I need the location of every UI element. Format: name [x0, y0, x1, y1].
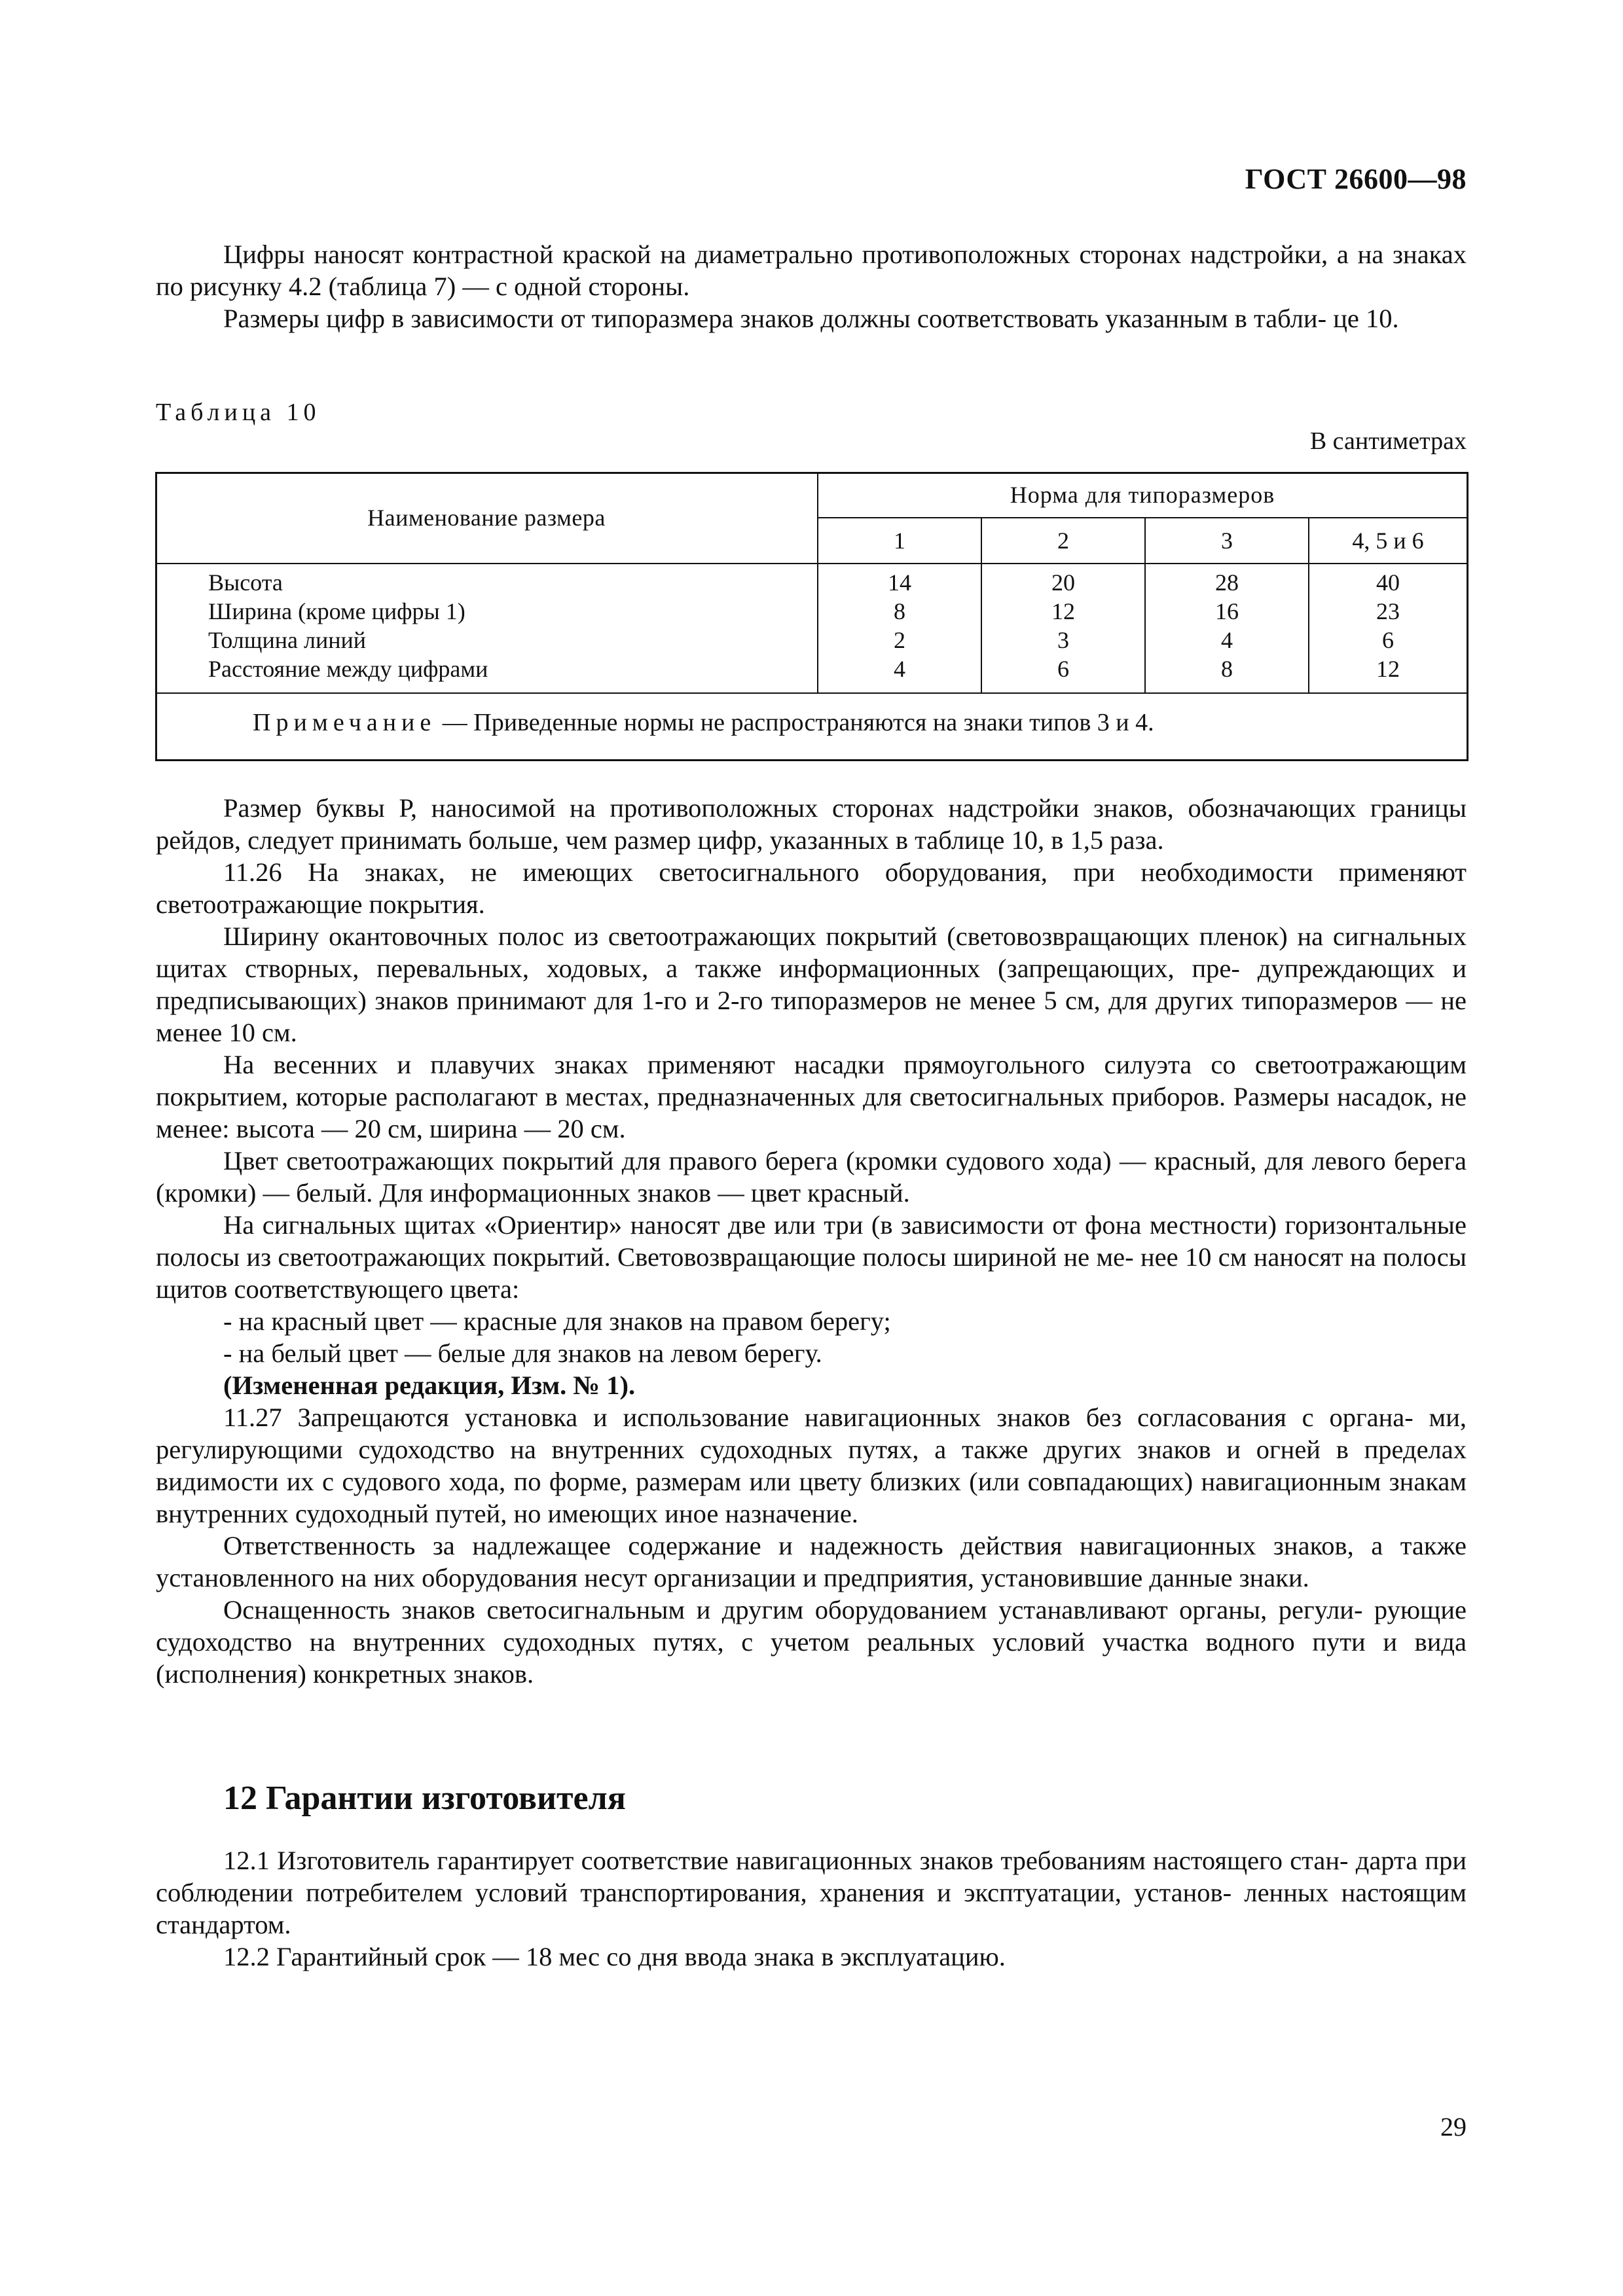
list-item: - на красный цвет — красные для знаков на правом берегу; — [223, 1306, 891, 1336]
section-title: 12 Гарантии изготовителя — [223, 1780, 626, 1817]
intro-paragraph: Размеры цифр в зависимости от типоразмера знаков должны соответствовать указанным в табли- це 10. — [223, 304, 1399, 333]
column-header-size: 2 — [981, 518, 1145, 564]
row-value: 8 — [818, 597, 981, 626]
body-paragraph: 11.27 Запрещаются установка и использование навигационных знаков без согласования с органа- ми, регулирующими судоходство на внутренних судоходных путях, а также других знаков и огней в пределах видимости их с судового хода, по форме, размерам или цвету близких (или совпадающих) навигационным знакам внутренних судоходный путей, но имеющих иное назначение. — [156, 1403, 1467, 1528]
list-item: - на белый цвет — белые для знаков на левом берегу. — [223, 1338, 822, 1368]
page-number: 29 — [1440, 2112, 1467, 2142]
row-value: 28 — [1145, 564, 1309, 597]
row-value: 20 — [981, 564, 1145, 597]
column-header-size: 1 — [818, 518, 981, 564]
table-row — [156, 564, 1467, 597]
row-name: Высота — [156, 564, 818, 597]
intro-paragraph: Цифры наносят контрастной краской на диаметрально противоположных сторонах надстройки, а на знаках по рисунку 4.2 (таблица 7) — с одной стороны. — [156, 240, 1467, 301]
amendment-note: (Измененная редакция, Изм. № 1). — [223, 1371, 636, 1400]
table-row — [156, 626, 1467, 655]
row-value: 8 — [1145, 655, 1309, 693]
body-paragraph: Оснащенность знаков светосигнальным и другим оборудованием устанавливают органы, регули- рующие судоходство на внутренних судоходных путях, с учетом реальных условий участка водного пути и вида (исполнения) конкретных знаков. — [156, 1595, 1467, 1689]
note-text: — Приведенные нормы не распространяются на знаки типов 3 и 4. — [436, 709, 1154, 736]
column-header-size: 4, 5 и 6 — [1309, 518, 1467, 564]
row-value: 40 — [1376, 569, 1400, 596]
table-note-row — [156, 693, 1467, 751]
body-paragraph: Ширину окантовочных полос из светоотражающих покрытий (световозвращающих пленок) на сигнальных щитах створных, перевальных, ходовых, а также информационных (запрещающих, пре- дупреждающих и предписывающих) знаков принимают для 1-го и 2-го типоразмеров не менее 5 см, для других типоразмеров — не менее 10 см. — [156, 922, 1467, 1047]
row-name: Толщина линий — [156, 626, 818, 655]
body-paragraph: На сигнальных щитах «Ориентир» наносят две или три (в зависимости от фона местности) горизонтальные полосы из светоотражающих покрытий. Световозвращающие полосы шириной не ме- нее 10 см наносят на полосы щитов соответствующего цвета: — [156, 1210, 1467, 1304]
row-value: 4 — [818, 655, 981, 693]
row-value: 16 — [1145, 597, 1309, 626]
document-header: ГОСТ 26600—98 — [1245, 163, 1467, 195]
table-row — [156, 655, 1467, 693]
body-paragraph: Цвет светоотражающих покрытий для правого берега (кромки судового хода) — красный, для левого берега (кромки) — белый. Для информационных знаков — цвет красный. — [156, 1146, 1467, 1208]
row-value: 23 — [1376, 598, 1400, 624]
row-value: 12 — [981, 597, 1145, 626]
body-paragraph: 11.26 На знаках, не имеющих светосигнального оборудования, при необходимости применяют светоотражающие покрытия. — [156, 857, 1467, 919]
row-name: Ширина (кроме цифры 1) — [156, 597, 818, 626]
row-value: 6 — [981, 655, 1145, 693]
body-paragraph: Размер буквы Р, наносимой на противоположных сторонах надстройки знаков, обозначающих границы рейдов, следует принимать больше, чем размер цифр, указанных в таблице 10, в 1,5 раза. — [156, 793, 1467, 855]
section-12-text — [156, 1844, 1467, 1973]
row-value: 12 — [1376, 656, 1400, 682]
column-header-norm: Норма для типоразмеров — [818, 473, 1467, 518]
row-value: 3 — [981, 626, 1145, 655]
row-value: 14 — [818, 564, 981, 597]
row-value: 4 — [1145, 626, 1309, 655]
column-header-name: Наименование размера — [156, 473, 818, 564]
row-value: 6 — [1382, 627, 1394, 653]
note-label: Примечание — [253, 709, 437, 736]
main-text — [156, 792, 1467, 1690]
body-paragraph: 12.2 Гарантийный срок — 18 мес со дня ввода знака в эксплуатацию. — [223, 1942, 1006, 1971]
body-paragraph: На весенних и плавучих знаках применяют насадки прямоугольного силуэта со светоотражающим покрытием, которые располагают в местах, предназначенных для светосигнальных приборов. Размеры насадок, не менее: высота — 20 см, ширина — 20 см. — [156, 1050, 1467, 1143]
table-caption: Таблица 10 — [156, 399, 321, 426]
column-header-size: 3 — [1145, 518, 1309, 564]
intro-text — [156, 238, 1467, 334]
row-value: 2 — [818, 626, 981, 655]
table-units: В сантиметрах — [1309, 427, 1467, 455]
body-paragraph: Ответственность за надлежащее содержание и надежность действия навигационных знаков, а также установленного на них оборудования несут организации и предприятия, установившие данные знаки. — [156, 1531, 1467, 1592]
body-paragraph: 12.1 Изготовитель гарантирует соответствие навигационных знаков требованиям настоящего стан- дарта при соблюдении потребителем условий транспортирования, хранения и эксптуатации, установ- ленных настоящим стандартом. — [156, 1846, 1467, 1939]
row-name: Расстояние между цифрами — [156, 655, 818, 693]
table-note — [156, 693, 1467, 751]
table-row — [156, 597, 1467, 626]
dimensions-table — [156, 473, 1467, 751]
